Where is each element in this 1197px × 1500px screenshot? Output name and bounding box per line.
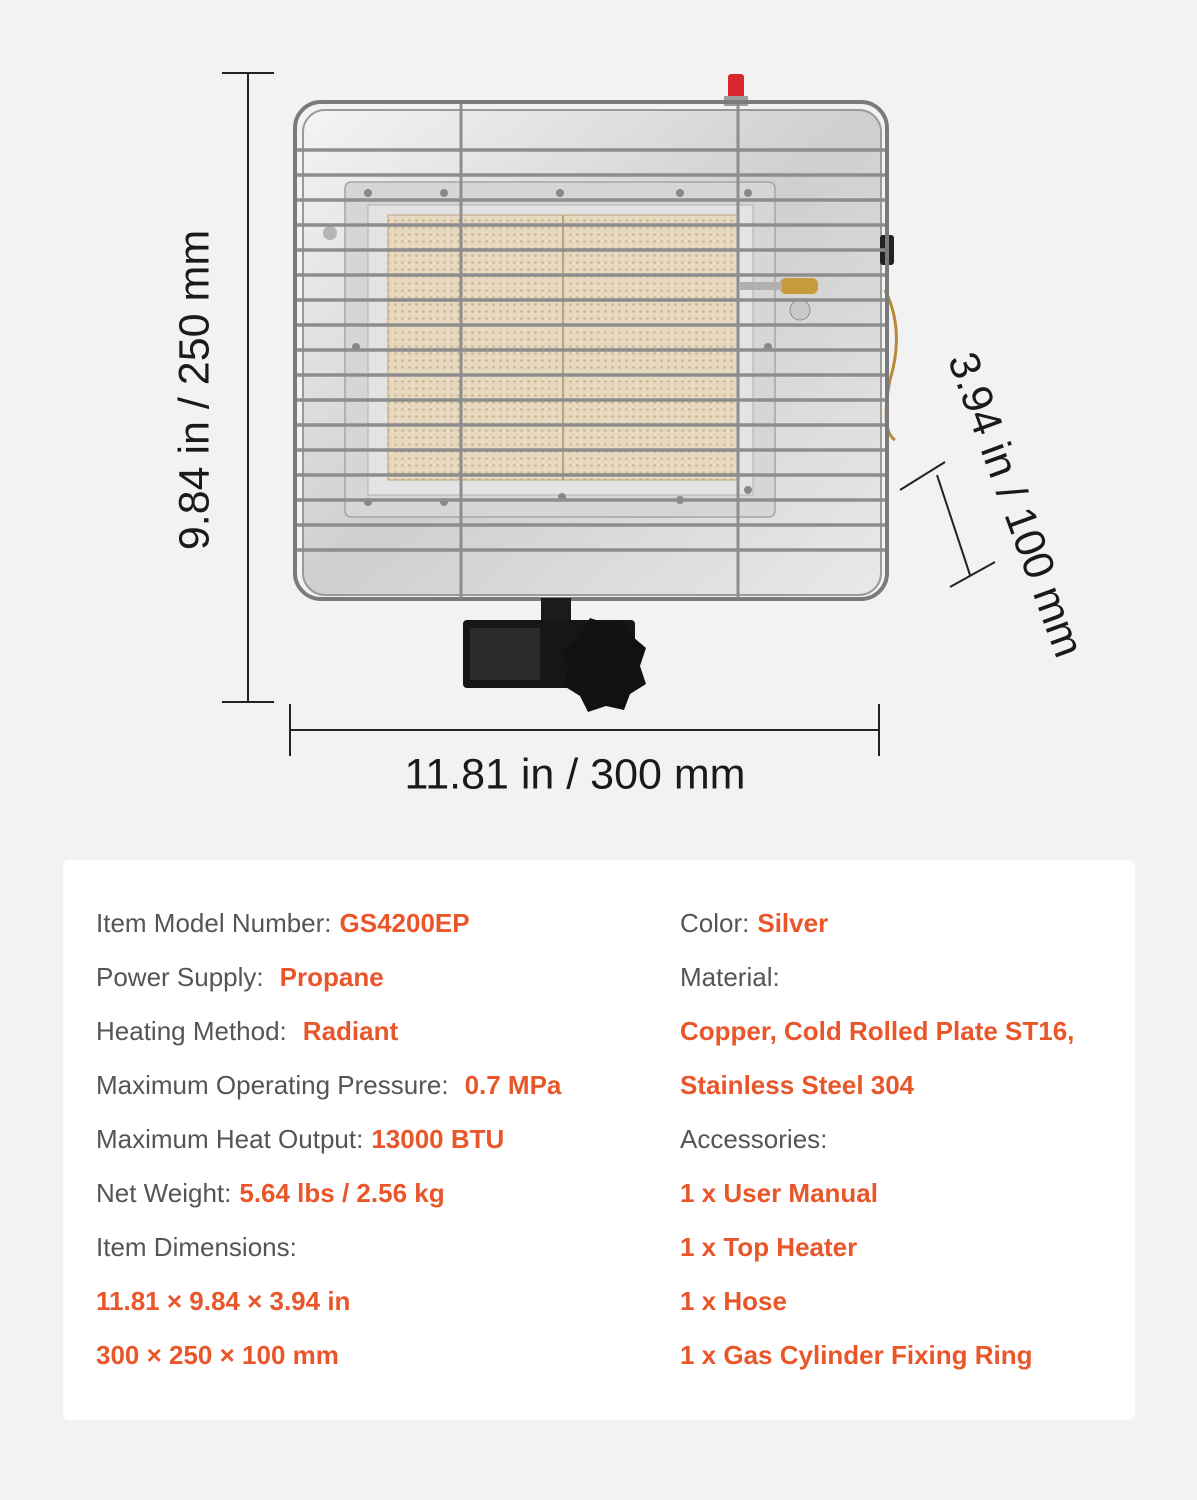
spec-dimensions-metric-value: 300 × 250 × 100 mm: [96, 1340, 339, 1370]
list-item: [680, 1274, 1120, 1328]
spec-dimensions-imperial-value: 11.81 × 9.84 × 3.94 in: [96, 1286, 351, 1316]
list-item: [680, 1220, 1120, 1274]
spec-material-line-2: [680, 1058, 1120, 1112]
heater-body: [303, 74, 896, 595]
spec-color-label: Color:: [680, 908, 750, 938]
spec-dimensions-label: Item Dimensions:: [96, 1232, 297, 1262]
width-dimension-line: [290, 704, 879, 756]
spec-weight-label: Net Weight:: [96, 1178, 232, 1208]
spec-heat-output-label: Maximum Heat Output:: [96, 1124, 364, 1154]
spec-power: [96, 950, 656, 1004]
specifications-card: [63, 860, 1135, 1420]
spec-model-label: Item Model Number:: [96, 908, 332, 938]
wire-grill: [295, 102, 887, 599]
mount-bracket: [463, 598, 646, 712]
spec-model-value: GS4200EP: [339, 908, 470, 938]
spec-power-label: Power Supply:: [96, 962, 264, 992]
accessory-user-manual: 1 x User Manual: [680, 1178, 878, 1208]
spec-material-value-1: Copper, Cold Rolled Plate ST16,: [680, 1016, 1075, 1046]
spec-dimensions: [96, 1220, 656, 1274]
spec-material-line-1: [680, 1004, 1120, 1058]
accessory-top-heater: 1 x Top Heater: [680, 1232, 858, 1262]
accessory-hose: 1 x Hose: [680, 1286, 787, 1316]
spec-material-label: Material:: [680, 962, 780, 992]
list-item: [680, 1166, 1120, 1220]
spec-weight-value: 5.64 lbs / 2.56 kg: [239, 1178, 445, 1208]
height-dimension-line: [222, 73, 274, 702]
width-dimension-label: 11.81 in / 300 mm: [404, 750, 746, 799]
depth-dimension-label: 3.94 in / 100 mm: [938, 346, 1093, 664]
spec-heating-label: Heating Method:: [96, 1016, 287, 1046]
spec-accessories-label: Accessories:: [680, 1124, 828, 1154]
spec-heat-output-value: 13000 BTU: [371, 1124, 505, 1154]
spec-pressure: [96, 1058, 656, 1112]
spec-power-value: Propane: [279, 962, 384, 992]
spec-heat-output: [96, 1112, 656, 1166]
spec-dimensions-metric: [96, 1328, 656, 1382]
spec-heating-value: Radiant: [302, 1016, 399, 1046]
list-item: [680, 1328, 1120, 1382]
spec-weight: [96, 1166, 656, 1220]
spec-color: [680, 896, 1120, 950]
accessory-fixing-ring: 1 x Gas Cylinder Fixing Ring: [680, 1340, 1033, 1370]
spec-accessories: [680, 1112, 1120, 1166]
spec-color-value: Silver: [757, 908, 829, 938]
specs-left-column: [96, 896, 656, 1382]
spec-dimensions-imperial: [96, 1274, 656, 1328]
spec-model: [96, 896, 656, 950]
spec-material: [680, 950, 1120, 1004]
spec-pressure-label: Maximum Operating Pressure:: [96, 1070, 449, 1100]
height-dimension-label: 9.84 in / 250 mm: [170, 229, 219, 551]
spec-heating: [96, 1004, 656, 1058]
spec-pressure-value: 0.7 MPa: [464, 1070, 562, 1100]
specs-right-column: [680, 896, 1120, 1382]
spec-material-value-2: Stainless Steel 304: [680, 1070, 915, 1100]
